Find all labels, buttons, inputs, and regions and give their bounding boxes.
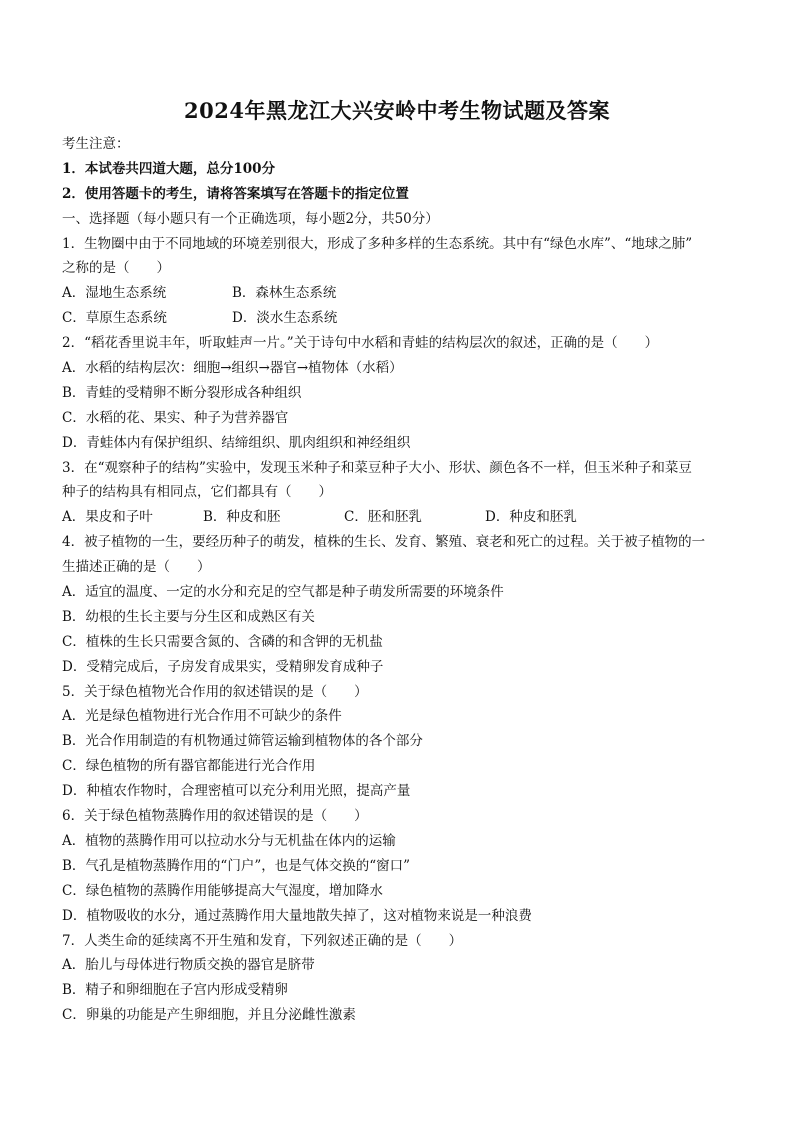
section-heading: 一、选择题（每小题只有一个正确选项，每小题2分，共50分） [62, 210, 439, 227]
option-row [62, 306, 742, 331]
option-a: A．适宜的温度、一定的水分和充足的空气都是种子萌发所需要的环境条件 [62, 584, 504, 601]
question-stem: 1．生物圈中由于不同地域的环境差别很大，形成了多种多样的生态系统。其中有“绿色水库”、“地球之肺” [62, 235, 693, 252]
question-stem: 6．关于绿色植物蒸腾作用的叙述错误的是（ ） [62, 808, 368, 825]
option-a: A．胎儿与母体进行物质交换的器官是脐带 [62, 957, 315, 974]
option-c: C．水稻的花、果实、种子为营养器官 [62, 409, 289, 426]
option-d: D．青蛙体内有保护组织、结缔组织、肌肉组织和神经组织 [62, 434, 411, 451]
option-c: C．卵巢的功能是产生卵细胞，并且分泌雌性激素 [62, 1007, 356, 1024]
notice-item: 1．本试卷共四道大题，总分100分 [62, 160, 276, 177]
option-c: C．草原生态系统 [62, 310, 167, 327]
option-d: D．淡水生态系统 [232, 310, 338, 327]
question-stem: 3．在“观察种子的结构”实验中，发现玉米种子和菜豆种子大小、形状、颜色各不一样，但玉米种子和菜豆 [62, 459, 692, 476]
option-b: B．精子和卵细胞在子宫内形成受精卵 [62, 982, 288, 999]
option-b: B．青蛙的受精卵不断分裂形成各种组织 [62, 384, 302, 401]
question-stem: 之称的是（ ） [62, 260, 170, 277]
option-a: A．水稻的结构层次：细胞→组织→器官→植物体（水稻） [62, 360, 403, 377]
option-d: D．种皮和胚乳 [485, 509, 577, 526]
option-b: B．幼根的生长主要与分生区和成熟区有关 [62, 608, 315, 625]
document-content [62, 132, 742, 1028]
option-a: A．湿地生态系统 [62, 285, 167, 302]
question-stem: 生描述正确的是（ ） [62, 559, 211, 576]
document-title: 2024年黑龙江大兴安岭中考生物试题及答案 [184, 98, 610, 123]
question-stem: 2．“稻花香里说丰年，听取蛙声一片。”关于诗句中水稻和青蛙的结构层次的叙述，正确的是（ ） [62, 335, 659, 352]
option-c: C．绿色植物的所有器官都能进行光合作用 [62, 758, 316, 775]
question-stem: 7．人类生命的延续离不开生殖和发育，下列叙述正确的是（ ） [62, 932, 463, 949]
question-stem: 5．关于绿色植物光合作用的叙述错误的是（ ） [62, 683, 368, 700]
notice-item: 2．使用答题卡的考生，请将答案填写在答题卡的指定位置 [62, 185, 409, 202]
option-d: D．种植农作物时，合理密植可以充分利用光照，提高产量 [62, 783, 411, 800]
notice-heading: 考生注意： [62, 136, 130, 152]
option-d: D．植物吸收的水分，通过蒸腾作用大量地散失掉了，这对植物来说是一种浪费 [62, 907, 532, 924]
option-b: B．光合作用制造的有机物通过筛管运输到植物体的各个部分 [62, 733, 423, 750]
option-a: A．果皮和子叶 [62, 509, 153, 526]
option-c: C．胚和胚乳 [344, 509, 422, 526]
option-a: A．植物的蒸腾作用可以拉动水分与无机盐在体内的运输 [62, 832, 396, 849]
option-row [62, 505, 742, 530]
option-c: C．绿色植物的蒸腾作用能够提高大气湿度，增加降水 [62, 882, 383, 899]
option-a: A．光是绿色植物进行光合作用不可缺少的条件 [62, 708, 342, 725]
option-d: D．受精完成后，子房发育成果实，受精卵发育成种子 [62, 658, 384, 675]
option-b: B．森林生态系统 [232, 285, 337, 302]
question-stem: 种子的结构具有相同点，它们都具有（ ） [62, 484, 332, 501]
option-row [62, 281, 742, 306]
option-b: B．种皮和胚 [203, 509, 281, 526]
question-stem: 4．被子植物的一生，要经历种子的萌发，植株的生长、发育、繁殖、衰老和死亡的过程。关于被子植物的一 [62, 534, 706, 551]
option-b: B．气孔是植物蒸腾作用的“门户”，也是气体交换的“窗口” [62, 857, 411, 874]
option-c: C．植株的生长只需要含氮的、含磷的和含钾的无机盐 [62, 633, 383, 650]
